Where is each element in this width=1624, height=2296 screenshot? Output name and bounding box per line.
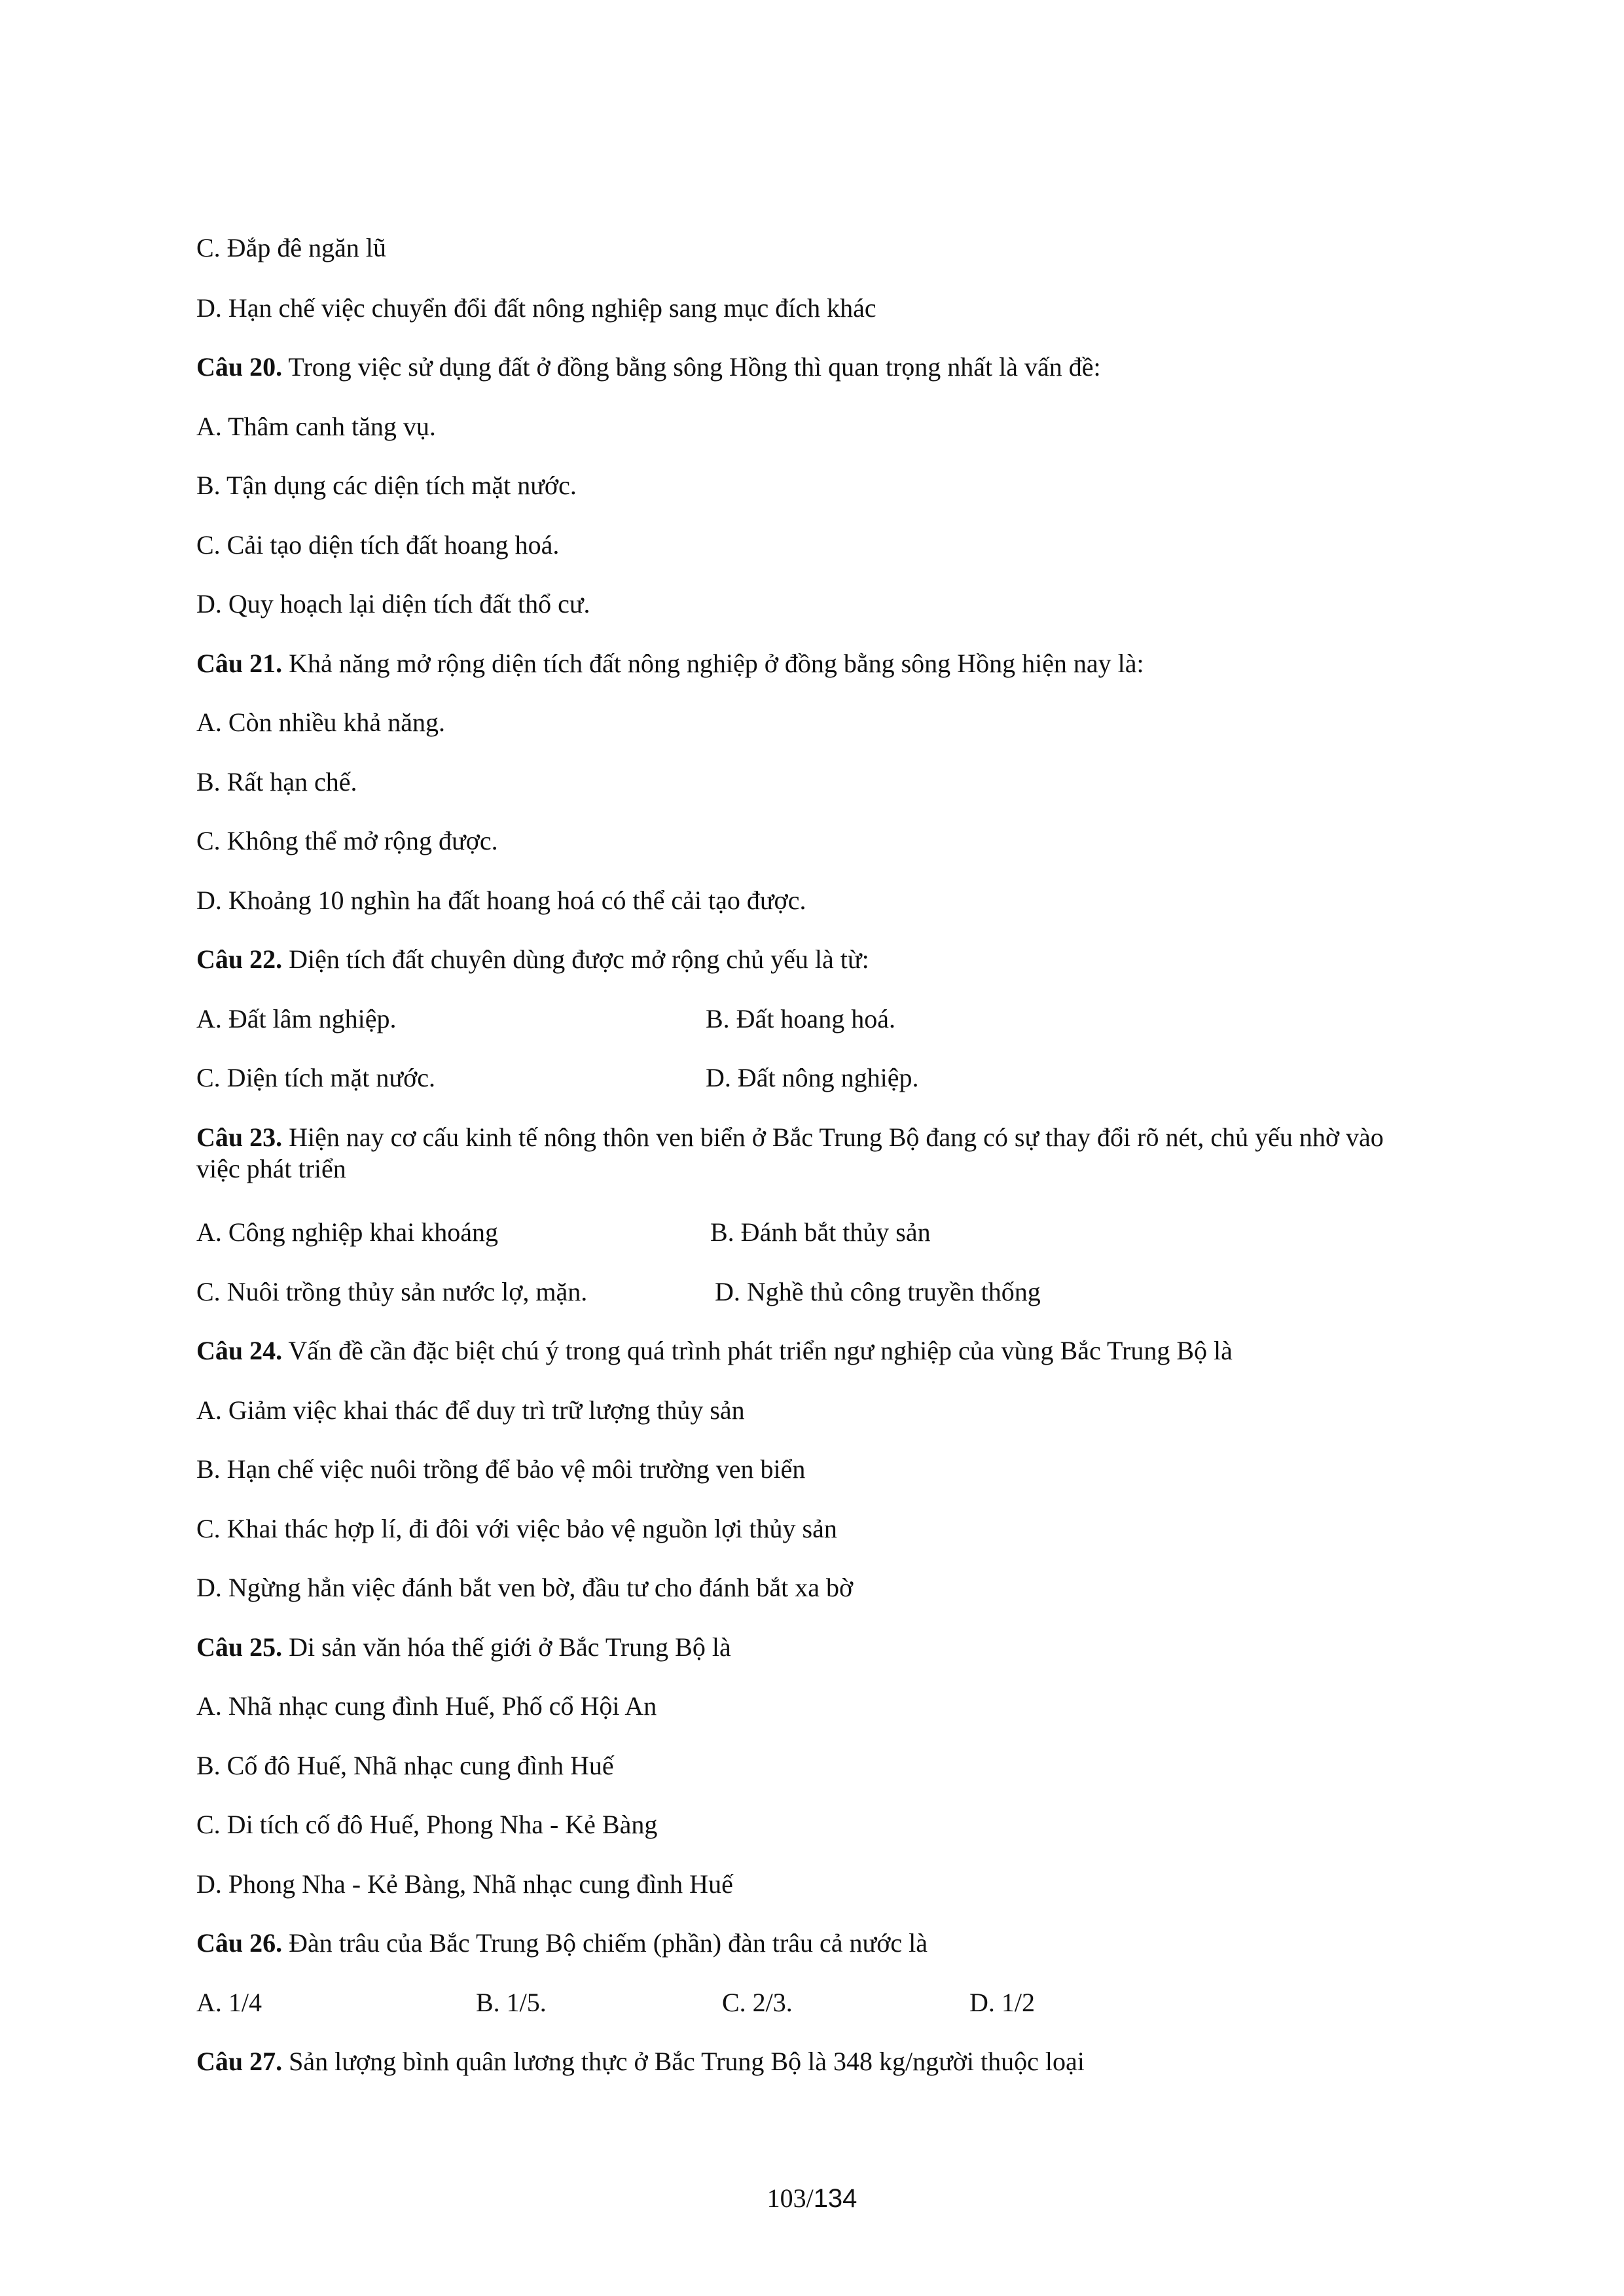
question-label: Câu 23. [196,1122,283,1152]
question-text: Di sản văn hóa thế giới ở Bắc Trung Bộ là [282,1632,731,1662]
q22-option-a: A. Đất lâm nghiệp. [196,1004,397,1033]
q26-option-a: A. 1/4 [196,1988,262,2017]
q24-option-c: C. Khai thác hợp lí, đi đôi với việc bảo vệ nguồn lợi thủy sản [196,1514,837,1543]
question-label: Câu 26. [196,1928,283,1958]
question-20 [196,351,1101,383]
q23-option-d: D. Nghề thủ công truyền thống [715,1277,1041,1306]
question-label: Câu 20. [196,352,283,382]
question-27 [196,2046,1085,2077]
question-23 [196,1122,1427,1185]
q25-option-d: D. Phong Nha - Kẻ Bàng, Nhã nhạc cung đình Huế [196,1869,733,1899]
question-text: Đàn trâu của Bắc Trung Bộ chiếm (phần) đàn trâu cả nước là [282,1928,928,1958]
question-text: Vấn đề cần đặc biệt chú ý trong quá trình phát triển ngư nghiệp của vùng Bắc Trung Bộ là [282,1336,1233,1365]
question-label: Câu 25. [196,1632,283,1662]
q26-option-b: B. 1/5. [476,1988,547,2017]
q22-option-b: B. Đất hoang hoá. [706,1004,895,1033]
q19-option-d: D. Hạn chế việc chuyển đổi đất nông nghiệp sang mục đích khác [196,293,876,323]
q26-option-c: C. 2/3. [722,1988,793,2017]
q21-option-b: B. Rất hạn chế. [196,767,357,797]
q23-option-c: C. Nuôi trồng thủy sản nước lợ, mặn. [196,1277,588,1306]
q22-option-d: D. Đất nông nghiệp. [706,1063,919,1092]
question-22 [196,944,869,975]
q21-option-a: A. Còn nhiều khả năng. [196,708,445,737]
page-number [0,2183,1624,2214]
question-text: Trong việc sử dụng đất ở đồng bằng sông Hồng thì quan trọng nhất là vấn đề: [282,352,1101,382]
q25-option-b: B. Cố đô Huế, Nhã nhạc cung đình Huế [196,1751,614,1780]
question-label: Câu 22. [196,944,283,974]
question-text: Khả năng mở rộng diện tích đất nông nghiệp ở đồng bằng sông Hồng hiện nay là: [282,649,1144,678]
question-text: Sản lượng bình quân lương thực ở Bắc Trung Bộ là 348 kg/người thuộc loại [282,2047,1085,2076]
question-25 [196,1632,731,1663]
question-text: Diện tích đất chuyên dùng được mở rộng chủ yếu là từ: [282,944,869,974]
question-label: Câu 24. [196,1336,283,1365]
page-total: 134 [813,2184,857,2213]
q23-option-a: A. Công nghiệp khai khoáng [196,1217,499,1247]
question-label: Câu 21. [196,649,283,678]
q20-option-a: A. Thâm canh tăng vụ. [196,412,436,441]
question-26 [196,1928,928,1959]
q24-option-a: A. Giảm việc khai thác để duy trì trữ lượng thủy sản [196,1395,745,1425]
q25-option-a: A. Nhã nhạc cung đình Huế, Phố cổ Hội An [196,1691,657,1721]
q26-option-d: D. 1/2 [969,1988,1035,2017]
q19-option-c: C. Đắp đê ngăn lũ [196,233,386,262]
q20-option-c: C. Cải tạo diện tích đất hoang hoá. [196,530,560,560]
q24-option-d: D. Ngừng hẳn việc đánh bắt ven bờ, đầu tư cho đánh bắt xa bờ [196,1573,854,1602]
q23-option-b: B. Đánh bắt thủy sản [710,1217,931,1247]
question-text: Hiện nay cơ cấu kinh tế nông thôn ven biển ở Bắc Trung Bộ đang có sự thay đổi rõ nét, chủ yếu nhờ vào việc phát triển [196,1122,1384,1183]
q22-option-c: C. Diện tích mặt nước. [196,1063,435,1092]
q21-option-c: C. Không thể mở rộng được. [196,826,498,855]
q20-option-d: D. Quy hoạch lại diện tích đất thổ cư. [196,589,590,619]
question-24 [196,1335,1233,1367]
q20-option-b: B. Tận dụng các diện tích mặt nước. [196,471,577,500]
question-21 [196,648,1144,679]
q25-option-c: C. Di tích cố đô Huế, Phong Nha - Kẻ Bàng [196,1810,658,1839]
q21-option-d: D. Khoảng 10 nghìn ha đất hoang hoá có thể cải tạo được. [196,886,806,915]
question-label: Câu 27. [196,2047,283,2076]
q24-option-b: B. Hạn chế việc nuôi trồng để bảo vệ môi trường ven biển [196,1454,806,1484]
page-current: 103/ [767,2183,814,2213]
